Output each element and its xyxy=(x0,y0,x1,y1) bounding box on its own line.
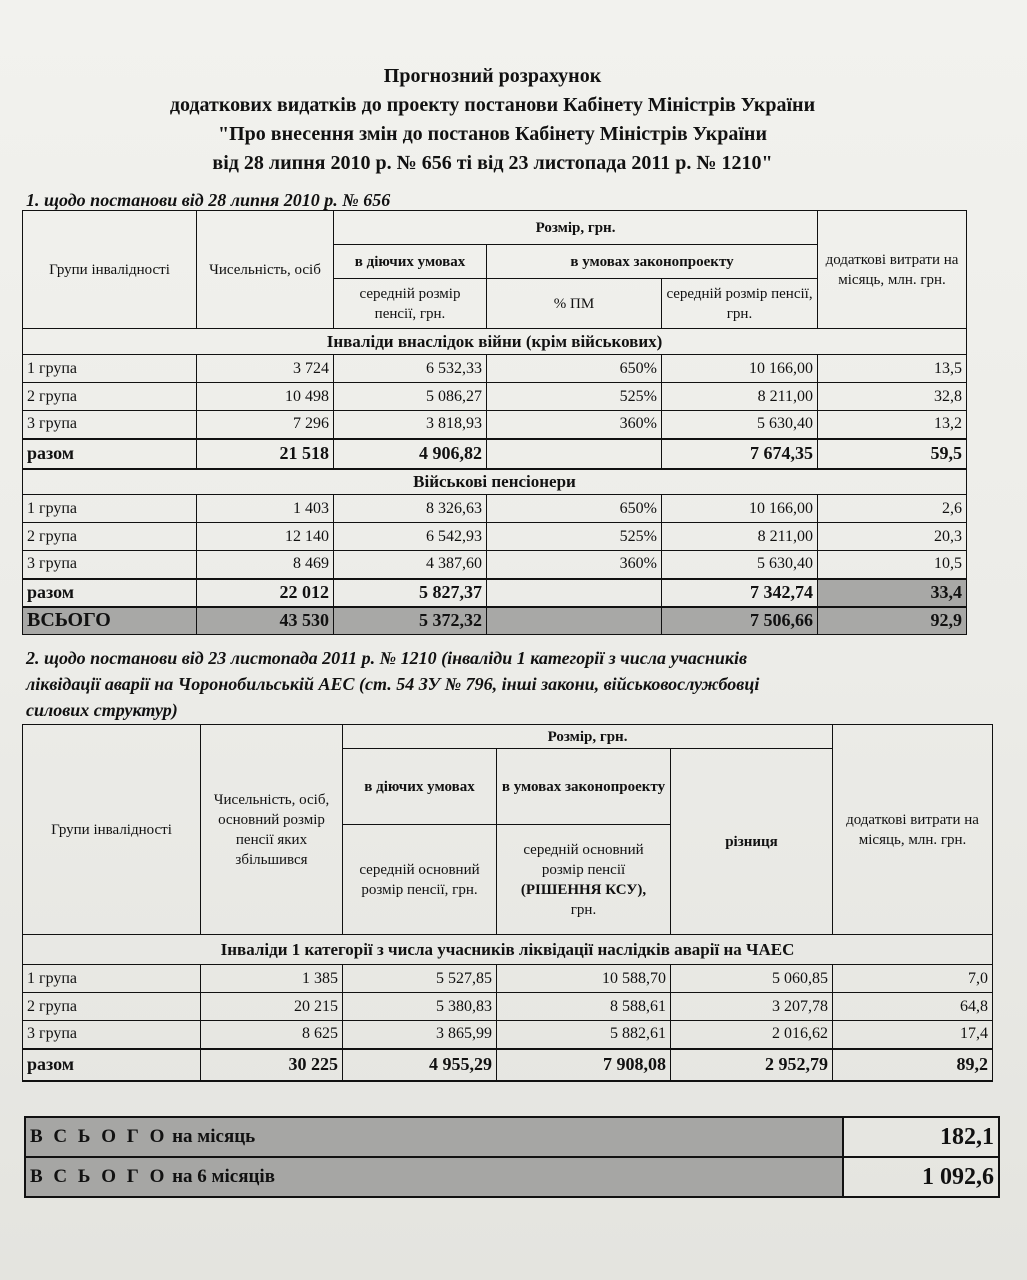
cell-count: 22 012 xyxy=(197,579,334,607)
header-avg-draft-line: грн. xyxy=(570,901,597,918)
cell-extra: 20,3 xyxy=(818,523,967,551)
cell-draft: 7 342,74 xyxy=(662,579,818,607)
cell-current: 4 387,60 xyxy=(334,551,487,579)
cell-draft: 5 882,61 xyxy=(497,1021,671,1049)
cell-current: 5 086,27 xyxy=(334,383,487,411)
summary-label-caps: В С Ь О Г О xyxy=(30,1166,168,1187)
header-groups: Групи інвалідності xyxy=(23,725,201,935)
cell-pm: 650% xyxy=(487,355,662,383)
cell-extra: 7,0 xyxy=(833,965,993,993)
cell-count: 21 518 xyxy=(197,439,334,469)
cell-draft: 10 166,00 xyxy=(662,355,818,383)
total-row xyxy=(23,439,967,469)
table-row xyxy=(23,993,993,1021)
summary-label-rest: на місяць xyxy=(167,1126,256,1147)
cell-current: 4 906,82 xyxy=(334,439,487,469)
cell-group: 2 група xyxy=(23,993,201,1021)
cell-extra: 59,5 xyxy=(818,439,967,469)
section2-caption-line: силових структур) xyxy=(26,700,178,720)
table-row xyxy=(23,495,967,523)
summary-label xyxy=(25,1117,843,1157)
table-row xyxy=(23,383,967,411)
header-diff: різниця xyxy=(671,749,833,935)
cell-group: 3 група xyxy=(23,551,197,579)
title-line: додаткових видатків до проекту постанови Кабінету Міністрів України xyxy=(169,94,816,116)
cell-extra: 33,4 xyxy=(818,579,967,607)
cell-pm: 525% xyxy=(487,523,662,551)
cell-draft: 7 506,66 xyxy=(662,607,818,635)
cell-count: 1 403 xyxy=(197,495,334,523)
cell-pm xyxy=(487,579,662,607)
cell-extra: 32,8 xyxy=(818,383,967,411)
summary-label-caps: В С Ь О Г О xyxy=(30,1126,168,1147)
total-row xyxy=(23,1049,993,1081)
cell-pm: 650% xyxy=(487,495,662,523)
cell-draft: 5 630,40 xyxy=(662,411,818,439)
cell-draft: 10 166,00 xyxy=(662,495,818,523)
table-row xyxy=(23,523,967,551)
header-current: в діючих умовах xyxy=(334,245,487,279)
header-pm: % ПМ xyxy=(487,279,662,329)
cell-extra: 13,5 xyxy=(818,355,967,383)
band-military-pensioners: Військові пенсіонери xyxy=(23,469,967,495)
cell-count: 43 530 xyxy=(197,607,334,635)
cell-extra: 64,8 xyxy=(833,993,993,1021)
table-decree-1210 xyxy=(22,724,993,1082)
cell-group: 3 група xyxy=(23,411,197,439)
cell-current: 8 326,63 xyxy=(334,495,487,523)
cell-count: 30 225 xyxy=(201,1049,343,1081)
table-row xyxy=(23,1021,993,1049)
title-line: "Про внесення змін до постанов Кабінету Міністрів України xyxy=(218,123,767,145)
header-size: Розмір, грн. xyxy=(334,211,818,245)
header-size: Розмір, грн. xyxy=(343,725,833,749)
cell-count: 10 498 xyxy=(197,383,334,411)
cell-extra: 92,9 xyxy=(818,607,967,635)
header-draft: в умовах законопроекту xyxy=(497,749,671,825)
cell-group: 1 група xyxy=(23,965,201,993)
section2-caption-line: ліквідації аварії на Чоронобильській АЕС (ст. 54 ЗУ № 796, інші закони, військовослужбовці xyxy=(26,674,760,694)
summary-row xyxy=(25,1157,999,1197)
cell-draft: 5 630,40 xyxy=(662,551,818,579)
header-draft: в умовах законопроекту xyxy=(487,245,818,279)
cell-diff: 3 207,78 xyxy=(671,993,833,1021)
header-avg-draft-line: (РІШЕННЯ КСУ), xyxy=(520,881,647,898)
cell-draft: 7 674,35 xyxy=(662,439,818,469)
summary-row xyxy=(25,1117,999,1157)
header-avg-draft xyxy=(497,825,671,935)
cell-extra: 10,5 xyxy=(818,551,967,579)
cell-current: 5 527,85 xyxy=(343,965,497,993)
cell-count: 8 625 xyxy=(201,1021,343,1049)
table-row xyxy=(23,965,993,993)
cell-group: 2 група xyxy=(23,523,197,551)
header-count: Чисельність, осіб xyxy=(197,211,334,329)
header-extra: додаткові витрати на місяць, млн. грн. xyxy=(818,211,967,329)
cell-count: 12 140 xyxy=(197,523,334,551)
cell-extra: 89,2 xyxy=(833,1049,993,1081)
cell-draft: 7 908,08 xyxy=(497,1049,671,1081)
summary-label xyxy=(25,1157,843,1197)
summary-value: 182,1 xyxy=(843,1117,999,1157)
header-count: Чисельність, осіб, основний розмір пенсії яких збільшився xyxy=(201,725,343,935)
table-decree-656 xyxy=(22,210,967,635)
header-current: в діючих умовах xyxy=(343,749,497,825)
band-war-invalids: Інваліди внаслідок війни (крім військових) xyxy=(23,329,967,355)
cell-draft: 10 588,70 xyxy=(497,965,671,993)
cell-group: 1 група xyxy=(23,355,197,383)
cell-count: 7 296 xyxy=(197,411,334,439)
cell-draft: 8 211,00 xyxy=(662,523,818,551)
cell-pm xyxy=(487,607,662,635)
cell-current: 5 372,32 xyxy=(334,607,487,635)
cell-pm xyxy=(487,439,662,469)
cell-diff: 2 952,79 xyxy=(671,1049,833,1081)
cell-count: 20 215 xyxy=(201,993,343,1021)
cell-diff: 5 060,85 xyxy=(671,965,833,993)
header-avg-draft-line: середній основний розмір пенсії xyxy=(523,841,644,878)
cell-diff: 2 016,62 xyxy=(671,1021,833,1049)
cell-count: 1 385 xyxy=(201,965,343,993)
table-row xyxy=(23,411,967,439)
table-row xyxy=(23,355,967,383)
header-groups: Групи інвалідності xyxy=(23,211,197,329)
cell-extra: 17,4 xyxy=(833,1021,993,1049)
cell-current: 3 865,99 xyxy=(343,1021,497,1049)
cell-group: 2 група xyxy=(23,383,197,411)
grand-total-row xyxy=(23,607,967,635)
section1-caption: 1. щодо постанови від 28 липня 2010 р. № 656 xyxy=(26,190,391,210)
header-avg-draft: середній розмір пенсії, грн. xyxy=(662,279,818,329)
cell-group: 3 група xyxy=(23,1021,201,1049)
cell-current: 5 380,83 xyxy=(343,993,497,1021)
cell-group: 1 група xyxy=(23,495,197,523)
cell-group: ВСЬОГО xyxy=(23,607,197,635)
header-extra: додаткові витрати на місяць, млн. грн. xyxy=(833,725,993,935)
document-title xyxy=(0,62,985,178)
cell-pm: 360% xyxy=(487,551,662,579)
cell-group: разом xyxy=(23,1049,201,1081)
table-row xyxy=(23,551,967,579)
cell-pm: 525% xyxy=(487,383,662,411)
title-line: Прогнозний розрахунок xyxy=(383,65,602,87)
band-chaes-liquidators: Інваліди 1 категорії з числа учасників ліквідації наслідків аварії на ЧАЕС xyxy=(23,935,993,965)
cell-pm: 360% xyxy=(487,411,662,439)
cell-draft: 8 211,00 xyxy=(662,383,818,411)
cell-group: разом xyxy=(23,439,197,469)
title-line: від 28 липня 2010 р. № 656 ті від 23 листопада 2011 р. № 1210" xyxy=(212,152,773,174)
cell-current: 6 542,93 xyxy=(334,523,487,551)
header-avg-current: середній розмір пенсії, грн. xyxy=(334,279,487,329)
header-avg-current: середній основний розмір пенсії, грн. xyxy=(343,825,497,935)
cell-current: 6 532,33 xyxy=(334,355,487,383)
cell-extra: 13,2 xyxy=(818,411,967,439)
cell-extra: 2,6 xyxy=(818,495,967,523)
total-row xyxy=(23,579,967,607)
summary-label-rest: на 6 місяців xyxy=(167,1166,275,1187)
section2-caption-line: 2. щодо постанови від 23 листопада 2011 р. № 1210 (інваліди 1 категорії з числа учасників xyxy=(26,648,748,668)
summary-table xyxy=(24,1116,1000,1198)
cell-current: 3 818,93 xyxy=(334,411,487,439)
cell-count: 8 469 xyxy=(197,551,334,579)
cell-current: 5 827,37 xyxy=(334,579,487,607)
summary-value: 1 092,6 xyxy=(843,1157,999,1197)
cell-group: разом xyxy=(23,579,197,607)
cell-count: 3 724 xyxy=(197,355,334,383)
cell-draft: 8 588,61 xyxy=(497,993,671,1021)
cell-current: 4 955,29 xyxy=(343,1049,497,1081)
